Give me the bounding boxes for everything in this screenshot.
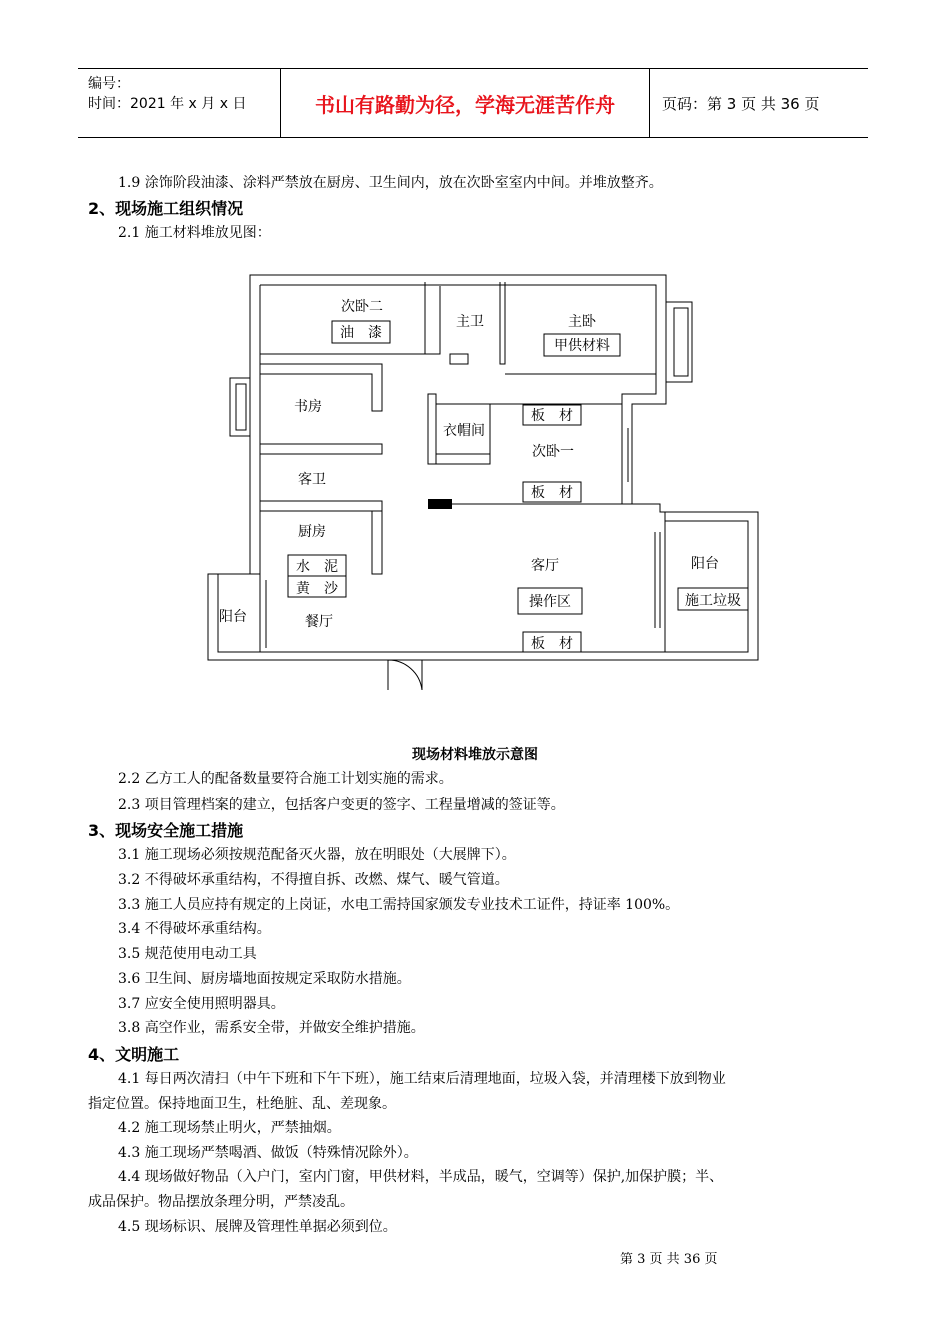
paragraph-3-6: 3.6 卫生间、厨房墙地面按规定采取防水措施。 xyxy=(118,971,411,987)
room-dining: 餐厅 xyxy=(305,614,333,630)
figure-caption: 现场材料堆放示意图 xyxy=(412,747,538,763)
plan-wall-bath xyxy=(425,286,440,354)
header-page-label: 页码：第 3 页 共 36 页 xyxy=(662,94,820,113)
plan-doorstub xyxy=(450,354,468,364)
header-motto: 书山有路勤为径，学海无涯苦作舟 xyxy=(281,69,650,137)
paragraph-3-2: 3.2 不得破坏承重结构，不得擅自拆、改燃、煤气、暖气管道。 xyxy=(118,872,509,888)
plan-entry-door xyxy=(388,660,422,690)
plan-wall-guestbath-bottom xyxy=(260,501,382,511)
plan-outer-wall xyxy=(208,275,758,660)
paragraph-3-7: 3.7 应安全使用照明器具。 xyxy=(118,996,285,1012)
paragraph-4-2: 4.2 施工现场禁止明火，严禁抽烟。 xyxy=(118,1120,341,1136)
room-second-bedroom-2: 次卧二 xyxy=(341,299,383,315)
room-balcony-left: 阳台 xyxy=(219,609,247,625)
header-meta xyxy=(78,69,281,137)
room-master-bedroom: 主卧 xyxy=(568,314,596,330)
paragraph-3-1: 3.1 施工现场必须按规范配备灭火器，放在明眼处（大展牌下）。 xyxy=(118,847,516,863)
paragraph-3-3: 3.3 施工人员应持有规定的上岗证，水电工需持国家颁发专业技术工证件，持证率 100%。 xyxy=(118,897,680,913)
paragraph-2-2: 2.2 乙方工人的配备数量要符合施工计划实施的需求。 xyxy=(118,771,453,787)
paragraph-4-1-line2: 指定位置。保持地面卫生，杜绝脏、乱、差现象。 xyxy=(88,1096,396,1112)
material-debris: 施工垃圾 xyxy=(685,593,741,609)
paragraph-4-5: 4.5 现场标识、展牌及管理性单据必须到位。 xyxy=(118,1219,397,1235)
area-operation: 操作区 xyxy=(529,594,571,610)
room-wardrobe: 衣帽间 xyxy=(443,423,485,439)
floor-plan xyxy=(200,268,770,694)
room-study: 书房 xyxy=(294,399,322,415)
plan-wall-masterbed xyxy=(500,282,505,364)
paragraph-2-3: 2.3 项目管理档案的建立，包括客户变更的签字、工程量增减的签证等。 xyxy=(118,797,565,813)
material-cement: 水 泥 xyxy=(296,559,338,575)
paragraph-4-4-line1: 4.4 现场做好物品（入户门，室内门窗，甲供材料，半成品，暖气，空调等）保护,加保护膜；半、 xyxy=(118,1169,724,1185)
paragraph-4-1-line1: 4.1 每日两次清扫（中午下班和下午下班），施工结束后清理地面，垃圾入袋，并清理楼下放到物业 xyxy=(118,1071,726,1087)
material-board-3: 板 材 xyxy=(531,636,573,652)
page-header xyxy=(78,68,868,138)
material-owner-supplied: 甲供材料 xyxy=(554,338,610,354)
page-footer: 第 3 页 共 36 页 xyxy=(620,1252,718,1267)
room-guest-bath: 客卫 xyxy=(298,472,326,488)
material-board-2: 板 材 xyxy=(531,485,573,501)
plan-extinguisher-marker xyxy=(428,499,452,509)
paragraph-4-3: 4.3 施工现场严禁喝酒、做饭（特殊情况除外）。 xyxy=(118,1145,418,1161)
room-kitchen: 厨房 xyxy=(298,524,326,540)
paragraph-4-4-line2: 成品保护。物品摆放条理分明，严禁凌乱。 xyxy=(88,1194,354,1210)
material-paint: 油 漆 xyxy=(340,325,382,341)
time-label: 时间：2021 年 x 月 x 日 xyxy=(88,96,247,112)
room-living: 客厅 xyxy=(531,558,559,574)
plan-window-master-inner xyxy=(674,308,688,376)
material-board-1: 板 材 xyxy=(531,408,573,424)
paragraph-3-8: 3.8 高空作业，需系安全带，并做安全维护措施。 xyxy=(118,1020,425,1036)
paragraph-3-5: 3.5 规范使用电动工具 xyxy=(118,946,257,962)
plan-wall-kitchen xyxy=(372,501,382,574)
section-heading-4: 4、文明施工 xyxy=(88,1045,180,1064)
material-sand: 黄 沙 xyxy=(296,581,338,597)
plan-window-study-inner xyxy=(236,384,246,430)
plan-wall-study-bottom xyxy=(260,444,382,454)
room-master-bath: 主卫 xyxy=(456,314,484,330)
paragraph-3-4: 3.4 不得破坏承重结构。 xyxy=(118,921,271,937)
number-label: 编号： xyxy=(88,76,130,92)
paragraph-2-1: 2.1 施工材料堆放见图： xyxy=(118,225,271,241)
plan-wall-wardrobe-left xyxy=(428,394,436,464)
paragraph-1-9: 1.9 涂饰阶段油漆、涂料严禁放在厨房、卫生间内，放在次卧室室内中间。并堆放整齐。 xyxy=(118,175,663,191)
section-heading-2: 2、现场施工组织情况 xyxy=(88,199,244,218)
section-heading-3: 3、现场安全施工措施 xyxy=(88,821,244,840)
room-second-bedroom-1: 次卧一 xyxy=(532,444,574,460)
plan-window-study xyxy=(230,378,250,436)
room-balcony-right: 阳台 xyxy=(691,556,719,572)
